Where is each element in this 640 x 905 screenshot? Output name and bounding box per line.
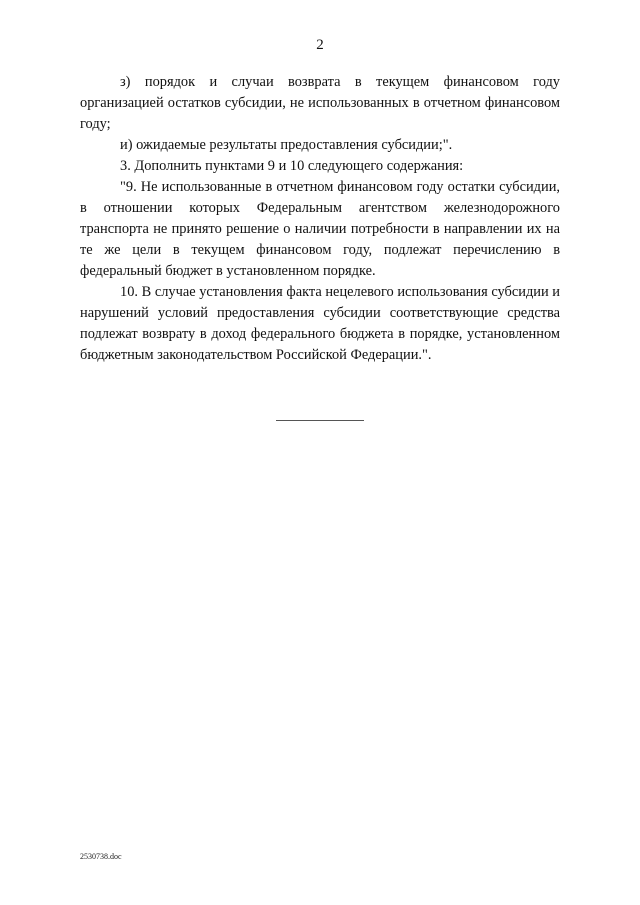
paragraph-point-9: "9. Не использованные в отчетном финансовом году остатки субсидии, в отношении которых Федеральным агентством железнодорожного транспорта не принято решение о наличии потребности в направлении их на те же цели в текущем финансовом году, подлежат перечислению в федеральный бюджет в установленном порядке.: [80, 179, 560, 279]
paragraph-point-3: 3. Дополнить пунктами 9 и 10 следующего содержания:: [120, 158, 464, 174]
paragraph-point-10: 10. В случае установления факта нецелевого использования субсидии и нарушений условий предоставления субсидии соответствующие средства подлежат возврату в доход федерального бюджета в порядке, установленном бюджетным законодательством Российской Федерации.".: [80, 284, 560, 363]
document-body: [80, 72, 560, 366]
page-number: 2: [316, 37, 324, 53]
end-divider-line: [276, 420, 364, 421]
paragraph-item-z: з) порядок и случаи возврата в текущем финансовом году организацией остатков субсидии, не использованных в отчетном финансовом году;: [80, 74, 560, 132]
paragraph-item-i: и) ожидаемые результаты предоставления субсидии;".: [120, 137, 453, 153]
footer-doc-code: 2530738.doc: [80, 852, 122, 861]
